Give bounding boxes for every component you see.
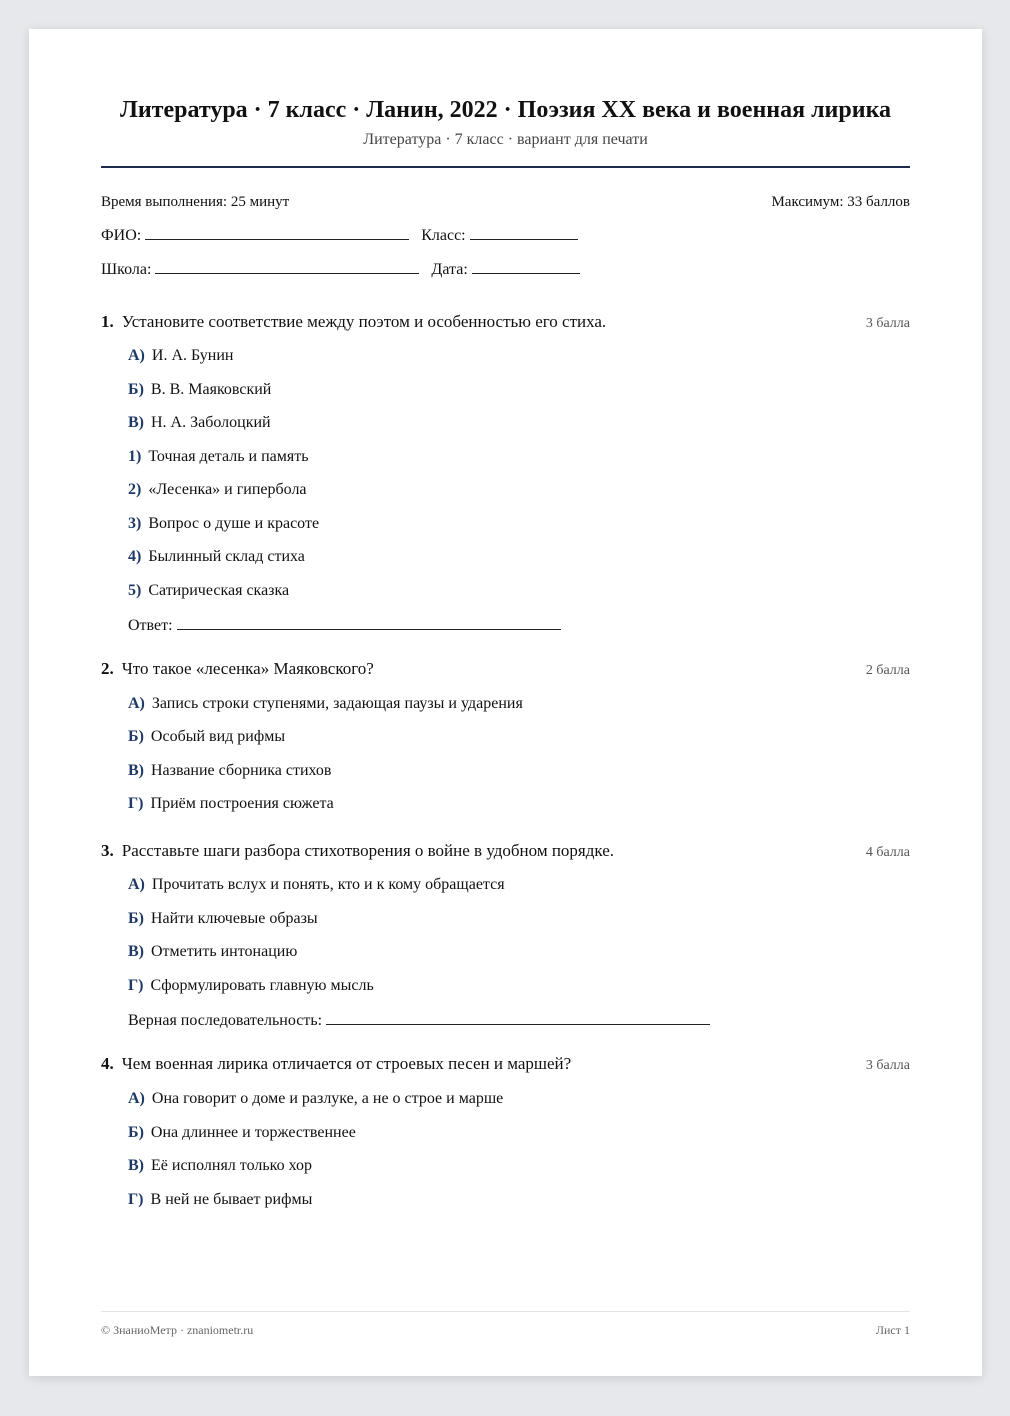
option-item bbox=[128, 1089, 503, 1109]
option-label: А) bbox=[128, 347, 145, 364]
answer-field[interactable] bbox=[326, 1010, 710, 1025]
option-item bbox=[128, 694, 523, 714]
question-header bbox=[101, 840, 910, 864]
option-text: И. А. Бунин bbox=[151, 347, 234, 364]
question-header bbox=[101, 1053, 910, 1077]
option-label: В) bbox=[128, 414, 144, 431]
option-text: Прочитать вслух и понять, кто и к кому обращается bbox=[151, 876, 505, 893]
option-text: Приём построения сюжета bbox=[150, 795, 334, 812]
fio-field[interactable] bbox=[145, 225, 409, 240]
footer-copyright: © ЗнаниоМетр · znaniometr.ru bbox=[101, 1323, 254, 1337]
question-3 bbox=[101, 840, 910, 864]
date-field[interactable] bbox=[472, 259, 580, 274]
option-label: 1) bbox=[128, 448, 142, 465]
option-label: 4) bbox=[128, 548, 142, 565]
option-item bbox=[128, 761, 331, 781]
question-number: 4. bbox=[101, 1054, 114, 1073]
date-label: Дата: bbox=[431, 261, 468, 278]
question-4 bbox=[101, 1053, 910, 1077]
option-label: А) bbox=[128, 695, 145, 712]
page-title: Литература · 7 класс · Ланин, 2022 · Поэзия XX века и военная лирика bbox=[119, 97, 892, 123]
option-item bbox=[128, 942, 297, 962]
question-points: 4 балла bbox=[865, 845, 910, 860]
option-item bbox=[128, 346, 233, 366]
option-item bbox=[128, 581, 289, 601]
option-text: Её исполнял только хор bbox=[151, 1157, 312, 1174]
time-limit: Время выполнения: 25 минут bbox=[101, 194, 290, 210]
class-label: Класс: bbox=[421, 227, 466, 244]
option-label: 5) bbox=[128, 582, 142, 599]
page-content bbox=[101, 29, 910, 1376]
option-text: Название сборника стихов bbox=[151, 762, 332, 779]
option-label: Г) bbox=[128, 977, 144, 994]
option-text: В. В. Маяковский bbox=[150, 381, 272, 398]
question-points: 3 балла bbox=[865, 316, 910, 331]
option-label: А) bbox=[128, 1090, 145, 1107]
question-text: Что такое «лесенка» Маяковского? bbox=[121, 659, 374, 678]
question-text: Расставьте шаги разбора стихотворения о войне в удобном порядке. bbox=[121, 841, 615, 860]
option-item bbox=[128, 547, 305, 567]
option-text: «Лесенка» и гипербола bbox=[148, 481, 307, 498]
school-label: Школа: bbox=[101, 261, 152, 278]
option-text: Точная деталь и память bbox=[148, 448, 309, 465]
option-item bbox=[128, 480, 307, 500]
question-1 bbox=[101, 311, 910, 335]
question-text: Чем военная лирика отличается от строевых песен и маршей? bbox=[121, 1054, 572, 1073]
option-label: 2) bbox=[128, 481, 142, 498]
answer-row bbox=[128, 615, 561, 636]
footer-divider bbox=[101, 1311, 910, 1312]
option-item bbox=[128, 1123, 356, 1143]
option-item bbox=[128, 909, 318, 929]
option-label: В) bbox=[128, 943, 144, 960]
option-label: Б) bbox=[128, 1124, 144, 1141]
option-text: Запись строки ступенями, задающая паузы и ударения bbox=[151, 695, 523, 712]
option-label: Б) bbox=[128, 910, 144, 927]
header-divider bbox=[101, 166, 910, 168]
question-points: 2 балла bbox=[865, 663, 910, 678]
option-text: Особый вид рифмы bbox=[150, 728, 286, 745]
answer-row bbox=[128, 1010, 710, 1031]
question-number: 3. bbox=[101, 841, 114, 860]
school-field[interactable] bbox=[155, 259, 419, 274]
page-footer bbox=[101, 1323, 910, 1338]
option-text: Найти ключевые образы bbox=[150, 910, 318, 927]
question-header bbox=[101, 658, 910, 682]
option-text: Она длиннее и торжественнее bbox=[150, 1124, 356, 1141]
option-text: В ней не бывает рифмы bbox=[150, 1191, 313, 1208]
option-label: В) bbox=[128, 1157, 144, 1174]
option-text: Былинный склад стиха bbox=[148, 548, 305, 565]
option-item bbox=[128, 976, 374, 996]
max-score: Максимум: 33 баллов bbox=[771, 194, 910, 210]
option-label: Б) bbox=[128, 728, 144, 745]
option-label: 3) bbox=[128, 515, 142, 532]
option-item bbox=[128, 514, 319, 534]
option-text: Н. А. Заболоцкий bbox=[151, 414, 271, 431]
question-number: 2. bbox=[101, 659, 114, 678]
school-date-row bbox=[101, 259, 580, 280]
worksheet-page bbox=[29, 29, 982, 1376]
option-text: Сформулировать главную мысль bbox=[150, 977, 374, 994]
option-item bbox=[128, 380, 271, 400]
answer-label: Ответ: bbox=[128, 617, 173, 634]
option-label: В) bbox=[128, 762, 144, 779]
question-2 bbox=[101, 658, 910, 682]
option-item bbox=[128, 1190, 312, 1210]
question-text: Установите соответствие между поэтом и особенностью его стиха. bbox=[121, 312, 607, 331]
option-text: Отметить интонацию bbox=[151, 943, 298, 960]
option-text: Вопрос о душе и красоте bbox=[148, 515, 320, 532]
page-subtitle: Литература · 7 класс · вариант для печати bbox=[363, 131, 648, 148]
option-item bbox=[128, 447, 309, 467]
fio-class-row bbox=[101, 225, 578, 246]
footer-page-number: Лист 1 bbox=[875, 1323, 910, 1337]
option-item bbox=[128, 1156, 312, 1176]
option-text: Она говорит о доме и разлуке, а не о строе и марше bbox=[151, 1090, 504, 1107]
answer-field[interactable] bbox=[177, 615, 561, 630]
question-points: 3 балла bbox=[865, 1058, 910, 1073]
option-item bbox=[128, 875, 505, 895]
option-label: А) bbox=[128, 876, 145, 893]
meta-row bbox=[101, 193, 910, 211]
option-label: Б) bbox=[128, 381, 144, 398]
answer-label: Верная последовательность: bbox=[128, 1012, 323, 1029]
option-label: Г) bbox=[128, 795, 144, 812]
option-item bbox=[128, 794, 334, 814]
option-text: Сатирическая сказка bbox=[148, 582, 290, 599]
option-label: Г) bbox=[128, 1191, 144, 1208]
question-number: 1. bbox=[101, 312, 114, 331]
class-field[interactable] bbox=[470, 225, 578, 240]
fio-label: ФИО: bbox=[101, 227, 142, 244]
option-item bbox=[128, 413, 271, 433]
question-header bbox=[101, 311, 910, 335]
option-item bbox=[128, 727, 285, 747]
